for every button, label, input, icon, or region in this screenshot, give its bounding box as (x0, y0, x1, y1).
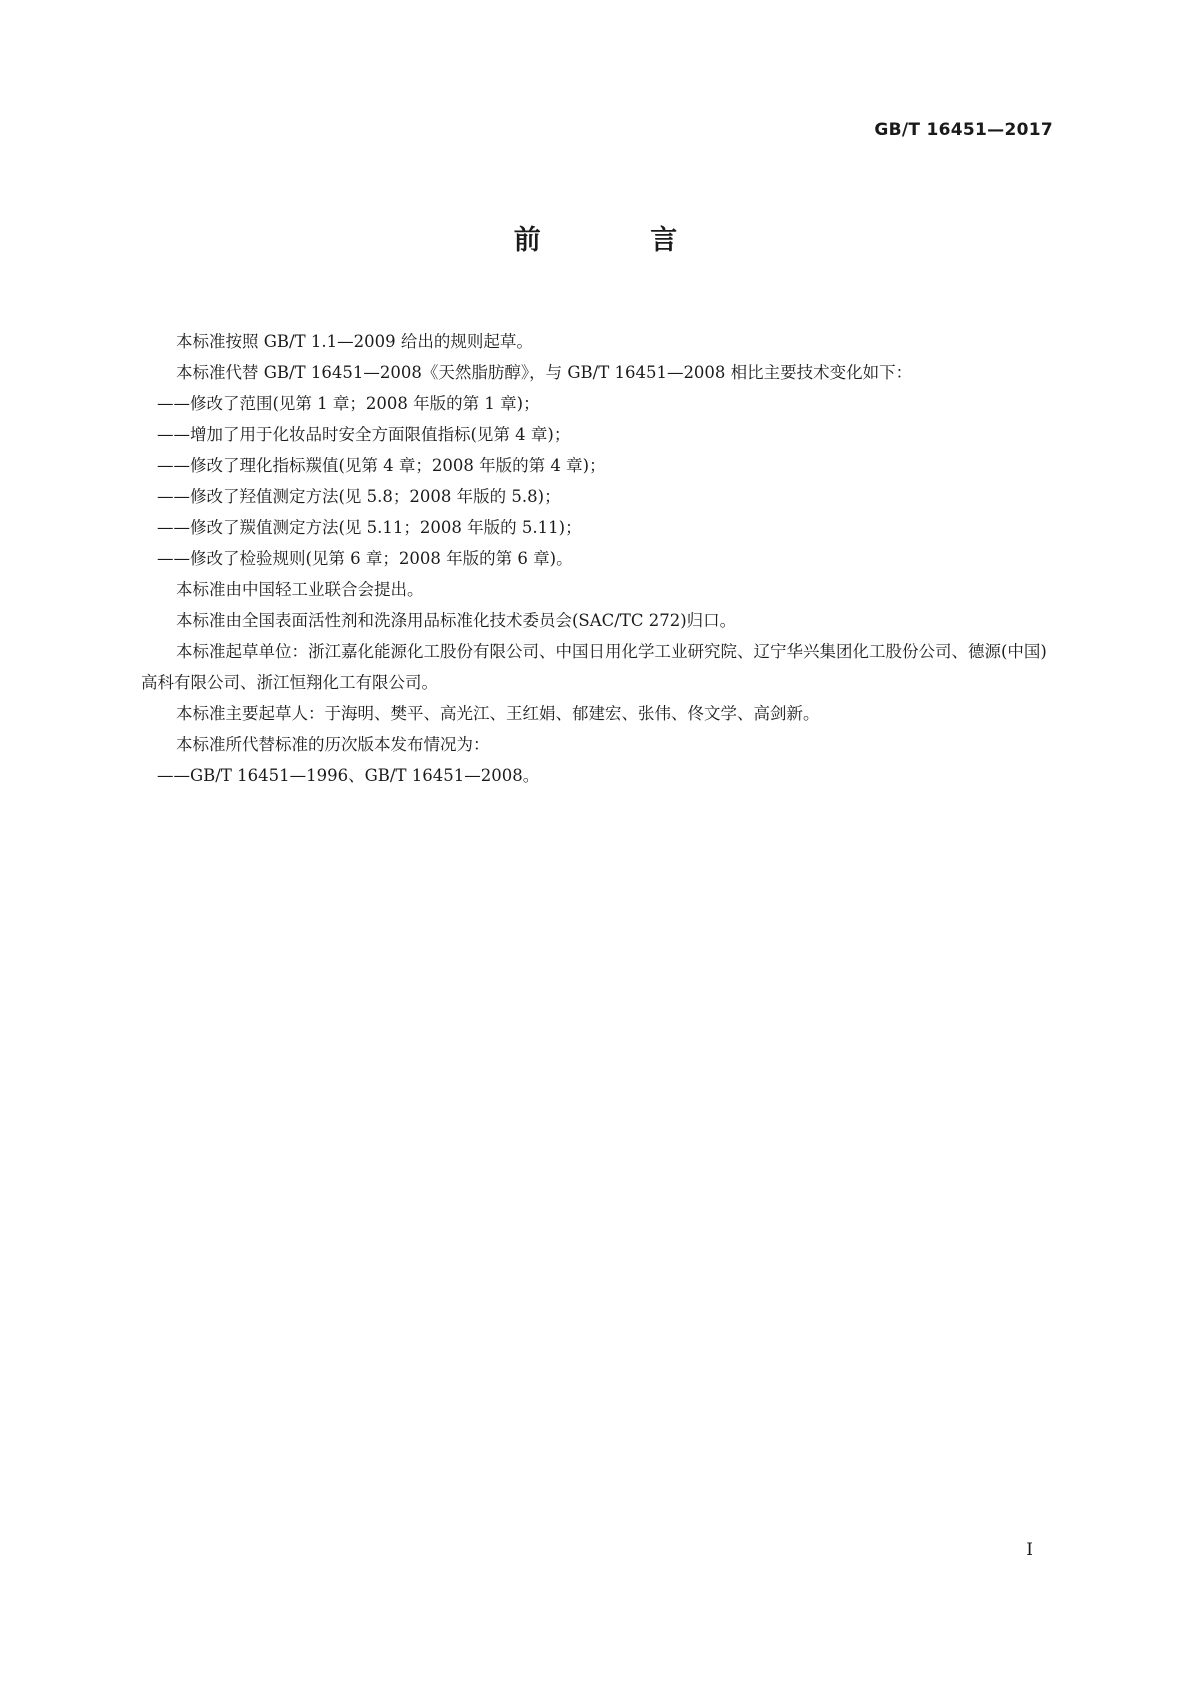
foreword-body (141, 326, 1056, 791)
change-item: ——修改了检验规则(见第 6 章；2008 年版的第 6 章)。 (157, 549, 573, 568)
paragraph-drafters: 本标准主要起草人：于海明、樊平、高光江、王红娟、郁建宏、张伟、佟文学、高剑新。 (176, 704, 820, 723)
standard-number: GB/T 16451—2017 (874, 120, 1053, 140)
change-item: ——增加了用于化妆品时安全方面限值指标(见第 4 章)； (157, 425, 571, 444)
paragraph-drafting-units: 本标准起草单位：浙江嘉化能源化工股份有限公司、中国日用化学工业研究院、辽宁华兴集团化工股份公司、德源(中国)高科有限公司、浙江恒翔化工有限公司。 (141, 642, 1047, 692)
paragraph-proposer: 本标准由中国轻工业联合会提出。 (176, 580, 424, 599)
paragraph-version-history: 本标准所代替标准的历次版本发布情况为： (176, 735, 490, 754)
paragraph-drafting-rules: 本标准按照 GB/T 1.1—2009 给出的规则起草。 (176, 332, 533, 351)
paragraph-committee: 本标准由全国表面活性剂和洗涤用品标准化技术委员会(SAC/TC 272)归口。 (176, 611, 737, 630)
change-item: ——修改了羟值测定方法(见 5.8；2008 年版的 5.8)； (157, 487, 561, 506)
page-title: 前 言 (513, 225, 728, 256)
change-item: ——修改了羰值测定方法(见 5.11；2008 年版的 5.11)； (157, 518, 582, 537)
version-history-item: ——GB/T 16451—1996、GB/T 16451—2008。 (157, 766, 540, 785)
page-number: I (1026, 1540, 1033, 1560)
change-item: ——修改了范围(见第 1 章；2008 年版的第 1 章)； (157, 394, 540, 413)
paragraph-replacement: 本标准代替 GB/T 16451—2008《天然脂肪醇》，与 GB/T 16451—2008 相比主要技术变化如下： (176, 363, 913, 382)
change-item: ——修改了理化指标羰值(见第 4 章；2008 年版的第 4 章)； (157, 456, 606, 475)
